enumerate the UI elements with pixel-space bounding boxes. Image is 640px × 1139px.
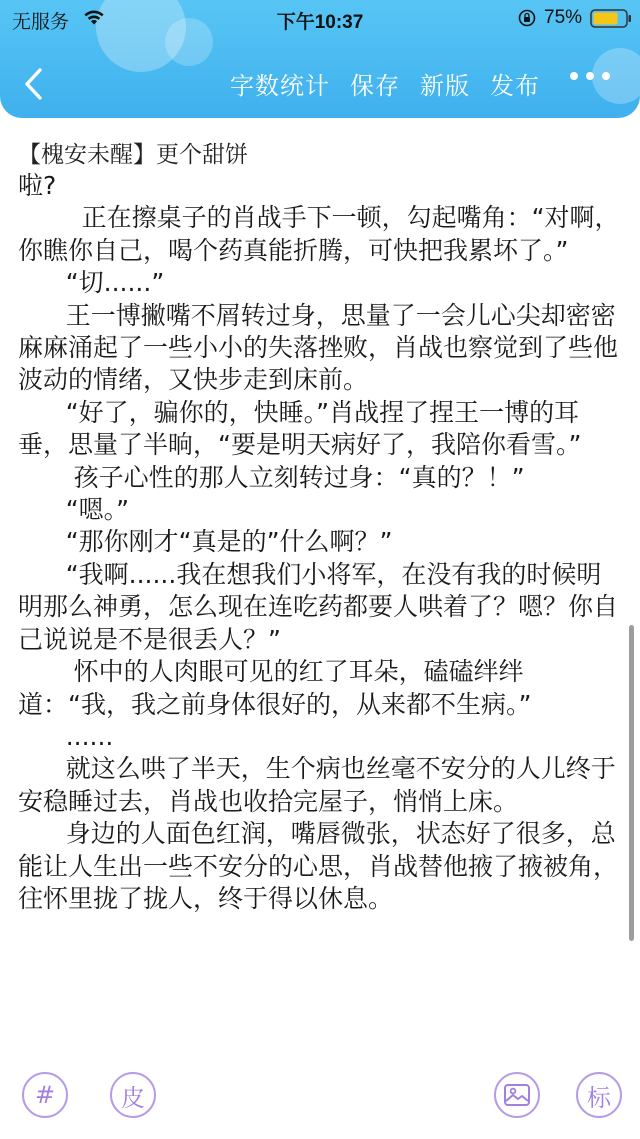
nav-bar: [0, 56, 640, 112]
text-paragraph: 身边的人面色红润，嘴唇微张，状态好了很多，总能让人生出一些不安分的心思，肖战替他掖了掖被角，往怀里拢了拢人，终于得以休息。: [18, 819, 619, 913]
text-paragraph: 孩子心性的那人立刻转过身：“真的？！”: [18, 462, 525, 492]
battery-icon: [590, 9, 632, 28]
publish-button[interactable]: 发布: [490, 72, 540, 100]
wifi-icon: [82, 8, 106, 26]
text-paragraph: “嗯。”: [18, 495, 130, 525]
word-count-button[interactable]: 字数统计: [230, 72, 330, 100]
hashtag-button[interactable]: [22, 1072, 68, 1118]
skin-button[interactable]: [110, 1072, 156, 1118]
bottom-toolbar: [0, 1070, 640, 1130]
tag-icon: 标: [587, 1083, 611, 1112]
text-paragraph: 王一博撇嘴不屑转过身，思量了一会儿心尖却密密麻麻涌起了一些小小的失落挫败，肖战也察觉到了些他波动的情绪，又快步走到床前。: [18, 300, 619, 395]
text-paragraph: “我啊......我在想我们小将军，在没有我的时候明明那么神勇，怎么现在连吃药都要人哄着了？嗯？你自己说说是不是很丢人？”: [18, 559, 619, 654]
skin-icon: 皮: [121, 1083, 145, 1112]
insert-image-button[interactable]: [494, 1072, 540, 1118]
header: [0, 0, 640, 118]
scrollbar[interactable]: [629, 625, 634, 941]
new-version-button[interactable]: 新版: [420, 72, 470, 100]
text-paragraph: “那你刚才“真是的”什么啊？”: [18, 527, 393, 557]
image-icon: [502, 1080, 532, 1110]
back-icon[interactable]: [18, 64, 52, 104]
text-paragraph: 啦?: [18, 171, 57, 200]
chapter-text[interactable]: [18, 170, 626, 915]
battery-percent: 75%: [544, 7, 583, 28]
chapter-editor[interactable]: [18, 170, 626, 1030]
carrier-label: 无服务: [12, 12, 70, 33]
chapter-title[interactable]: 【槐安未醒】更个甜饼: [18, 142, 248, 168]
clock-time: 下午10:37: [276, 12, 364, 33]
status-bar: [0, 0, 640, 36]
text-paragraph: “切......”: [18, 268, 165, 298]
rotation-lock-icon: [518, 9, 536, 27]
more-options-icon[interactable]: [570, 72, 610, 80]
text-paragraph: “好了，骗你的，快睡。”肖战捏了捏王一博的耳垂，思量了半晌，“要是明天病好了，我陪你看雪。”: [18, 397, 582, 460]
text-paragraph: 怀中的人肉眼可见的红了耳朵，磕磕绊绊道：“我，我之前身体很好的，从来都不生病。”: [18, 657, 532, 719]
save-button[interactable]: 保存: [350, 72, 400, 100]
hash-icon: #: [34, 1081, 56, 1109]
tag-button[interactable]: [576, 1072, 622, 1118]
text-paragraph: 就这么哄了半天，生个病也丝毫不安分的人儿终于安稳睡过去，肖战也收拾完屋子，悄悄上床。: [18, 754, 616, 816]
nav-actions: [230, 66, 540, 101]
text-paragraph: ......: [18, 721, 114, 751]
text-paragraph: 正在擦桌子的肖战手下一顿，勾起嘴角：“对啊，你瞧你自己，喝个药真能折腾，可快把我累坏了。”: [18, 203, 620, 265]
